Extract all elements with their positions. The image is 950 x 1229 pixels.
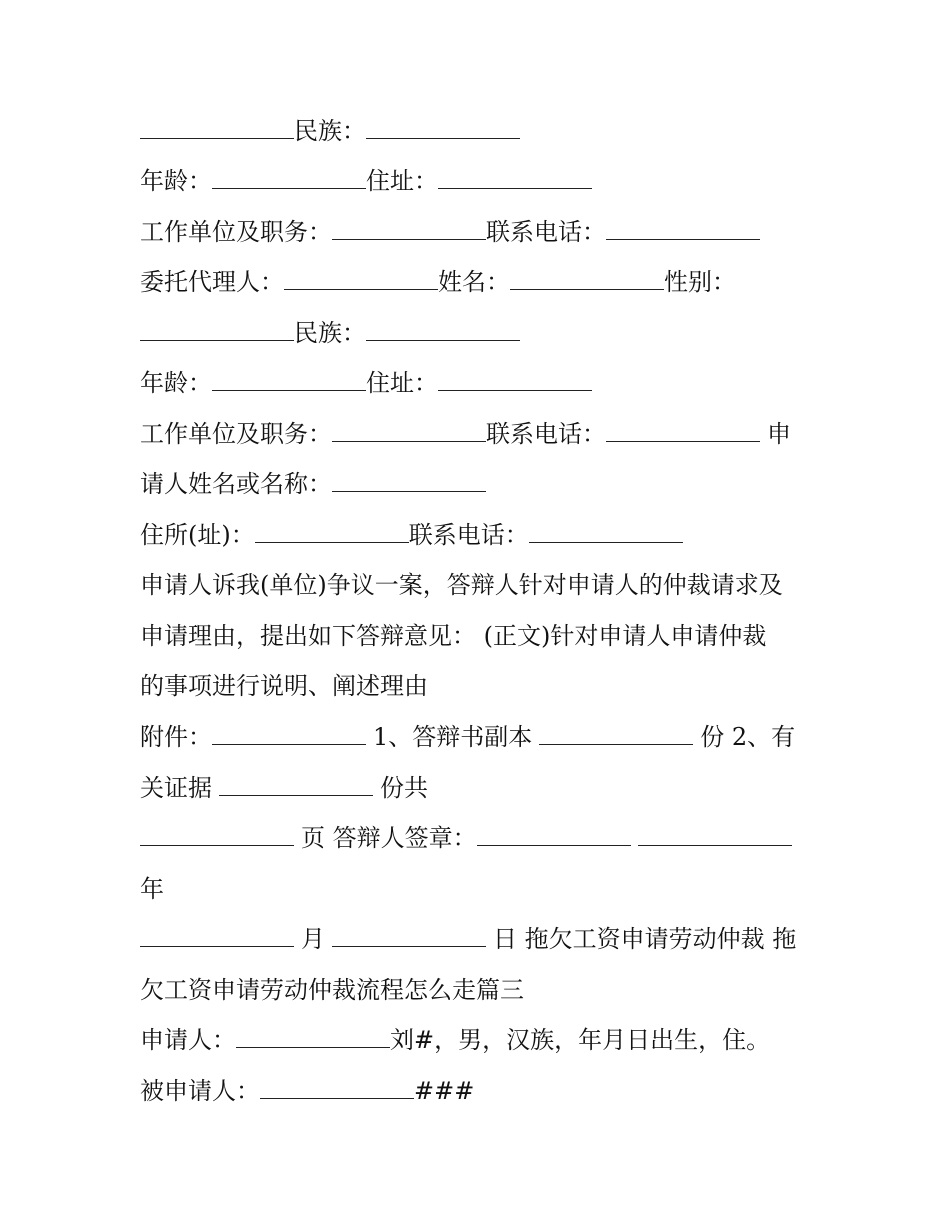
age-label: 年龄： <box>140 167 212 195</box>
gender-label: 性别： <box>664 268 736 296</box>
blank-field <box>284 267 438 290</box>
party-ethnicity-line <box>140 116 820 146</box>
respondent-line <box>140 1076 820 1106</box>
ethnicity-label: 民族： <box>294 117 366 145</box>
age-address-line <box>140 166 820 196</box>
blank-field <box>140 823 294 846</box>
section-title-text: 日 拖欠工资申请劳动仲裁 拖 <box>493 925 797 953</box>
blank-field <box>212 166 366 189</box>
agent-employer-phone-line <box>140 419 820 449</box>
signature-line <box>140 823 820 853</box>
employer-phone-line <box>140 217 820 247</box>
text-fragment: 申 <box>767 420 791 448</box>
blank-field <box>260 1076 414 1099</box>
year-label: 年 <box>140 875 164 903</box>
applicant-name-label: 请人姓名或名称： <box>140 470 332 498</box>
blank-field <box>638 823 792 846</box>
attachments-label: 附件： <box>140 723 212 751</box>
applicant-line <box>140 1025 820 1055</box>
blank-field <box>606 217 760 240</box>
blank-field <box>255 520 409 543</box>
attachment-copy-label: 1、答辩书副本 <box>373 723 533 751</box>
blank-field <box>212 368 366 391</box>
agent-age-address-line <box>140 368 820 398</box>
employer-label: 工作单位及职务： <box>140 218 332 246</box>
paragraph-text: 申请人诉我(单位)争议一案，答辩人针对申请人的仲裁请求及 <box>140 571 783 599</box>
blank-field <box>606 419 760 442</box>
ethnicity-label: 民族： <box>294 319 366 347</box>
residence-phone-line <box>140 520 820 550</box>
residence-label: 住所(址)： <box>140 521 255 549</box>
blank-field <box>332 217 486 240</box>
signature-label: 页 答辩人签章： <box>301 824 477 852</box>
blank-field <box>510 267 664 290</box>
employer-label: 工作单位及职务： <box>140 420 332 448</box>
body-paragraph-line <box>140 621 820 651</box>
blank-field <box>438 166 592 189</box>
attachment-count-label: 份 2、有 <box>700 723 796 751</box>
section-title-line <box>140 975 820 1005</box>
respondent-label: 被申请人： <box>140 1077 260 1105</box>
blank-field <box>477 823 631 846</box>
blank-field <box>212 722 366 745</box>
phone-label: 联系电话： <box>486 420 606 448</box>
agent-label: 委托代理人： <box>140 268 284 296</box>
date-title-line <box>140 924 820 954</box>
section-title-text: 欠工资申请劳动仲裁流程怎么走篇三 <box>140 976 524 1004</box>
address-label: 住址： <box>366 369 438 397</box>
blank-field <box>140 318 294 341</box>
blank-field <box>332 419 486 442</box>
applicant-details: 刘#，男，汉族，年月日出生，住。 <box>390 1026 771 1054</box>
year-line <box>140 874 820 904</box>
blank-field <box>332 924 486 947</box>
agent-ethnicity-line <box>140 318 820 348</box>
age-label: 年龄： <box>140 369 212 397</box>
name-label: 姓名： <box>438 268 510 296</box>
blank-field <box>140 116 294 139</box>
blank-field <box>332 469 486 492</box>
blank-field <box>366 116 520 139</box>
body-paragraph-line <box>140 671 820 701</box>
agent-line <box>140 267 820 297</box>
blank-field <box>219 773 373 796</box>
phone-label: 联系电话： <box>408 521 529 549</box>
respondent-details: ### <box>414 1077 475 1105</box>
evidence-label: 关证据 <box>140 774 212 802</box>
blank-field <box>438 368 592 391</box>
applicant-label: 申请人： <box>140 1026 236 1054</box>
paragraph-text: 申请理由，提出如下答辩意见： (正文)针对申请人申请仲裁 <box>140 622 767 650</box>
phone-label: 联系电话： <box>486 218 606 246</box>
attachments-line <box>140 722 820 752</box>
blank-field <box>140 924 294 947</box>
address-label: 住址： <box>366 167 438 195</box>
evidence-line <box>140 773 820 803</box>
paragraph-text: 的事项进行说明、阐述理由 <box>140 672 428 700</box>
blank-field <box>366 318 520 341</box>
evidence-count-label: 份共 <box>380 774 428 802</box>
body-paragraph-line <box>140 570 820 600</box>
blank-field <box>236 1025 390 1048</box>
applicant-name-line <box>140 469 820 499</box>
blank-field <box>529 520 683 543</box>
blank-field <box>539 722 693 745</box>
month-label: 月 <box>301 925 325 953</box>
